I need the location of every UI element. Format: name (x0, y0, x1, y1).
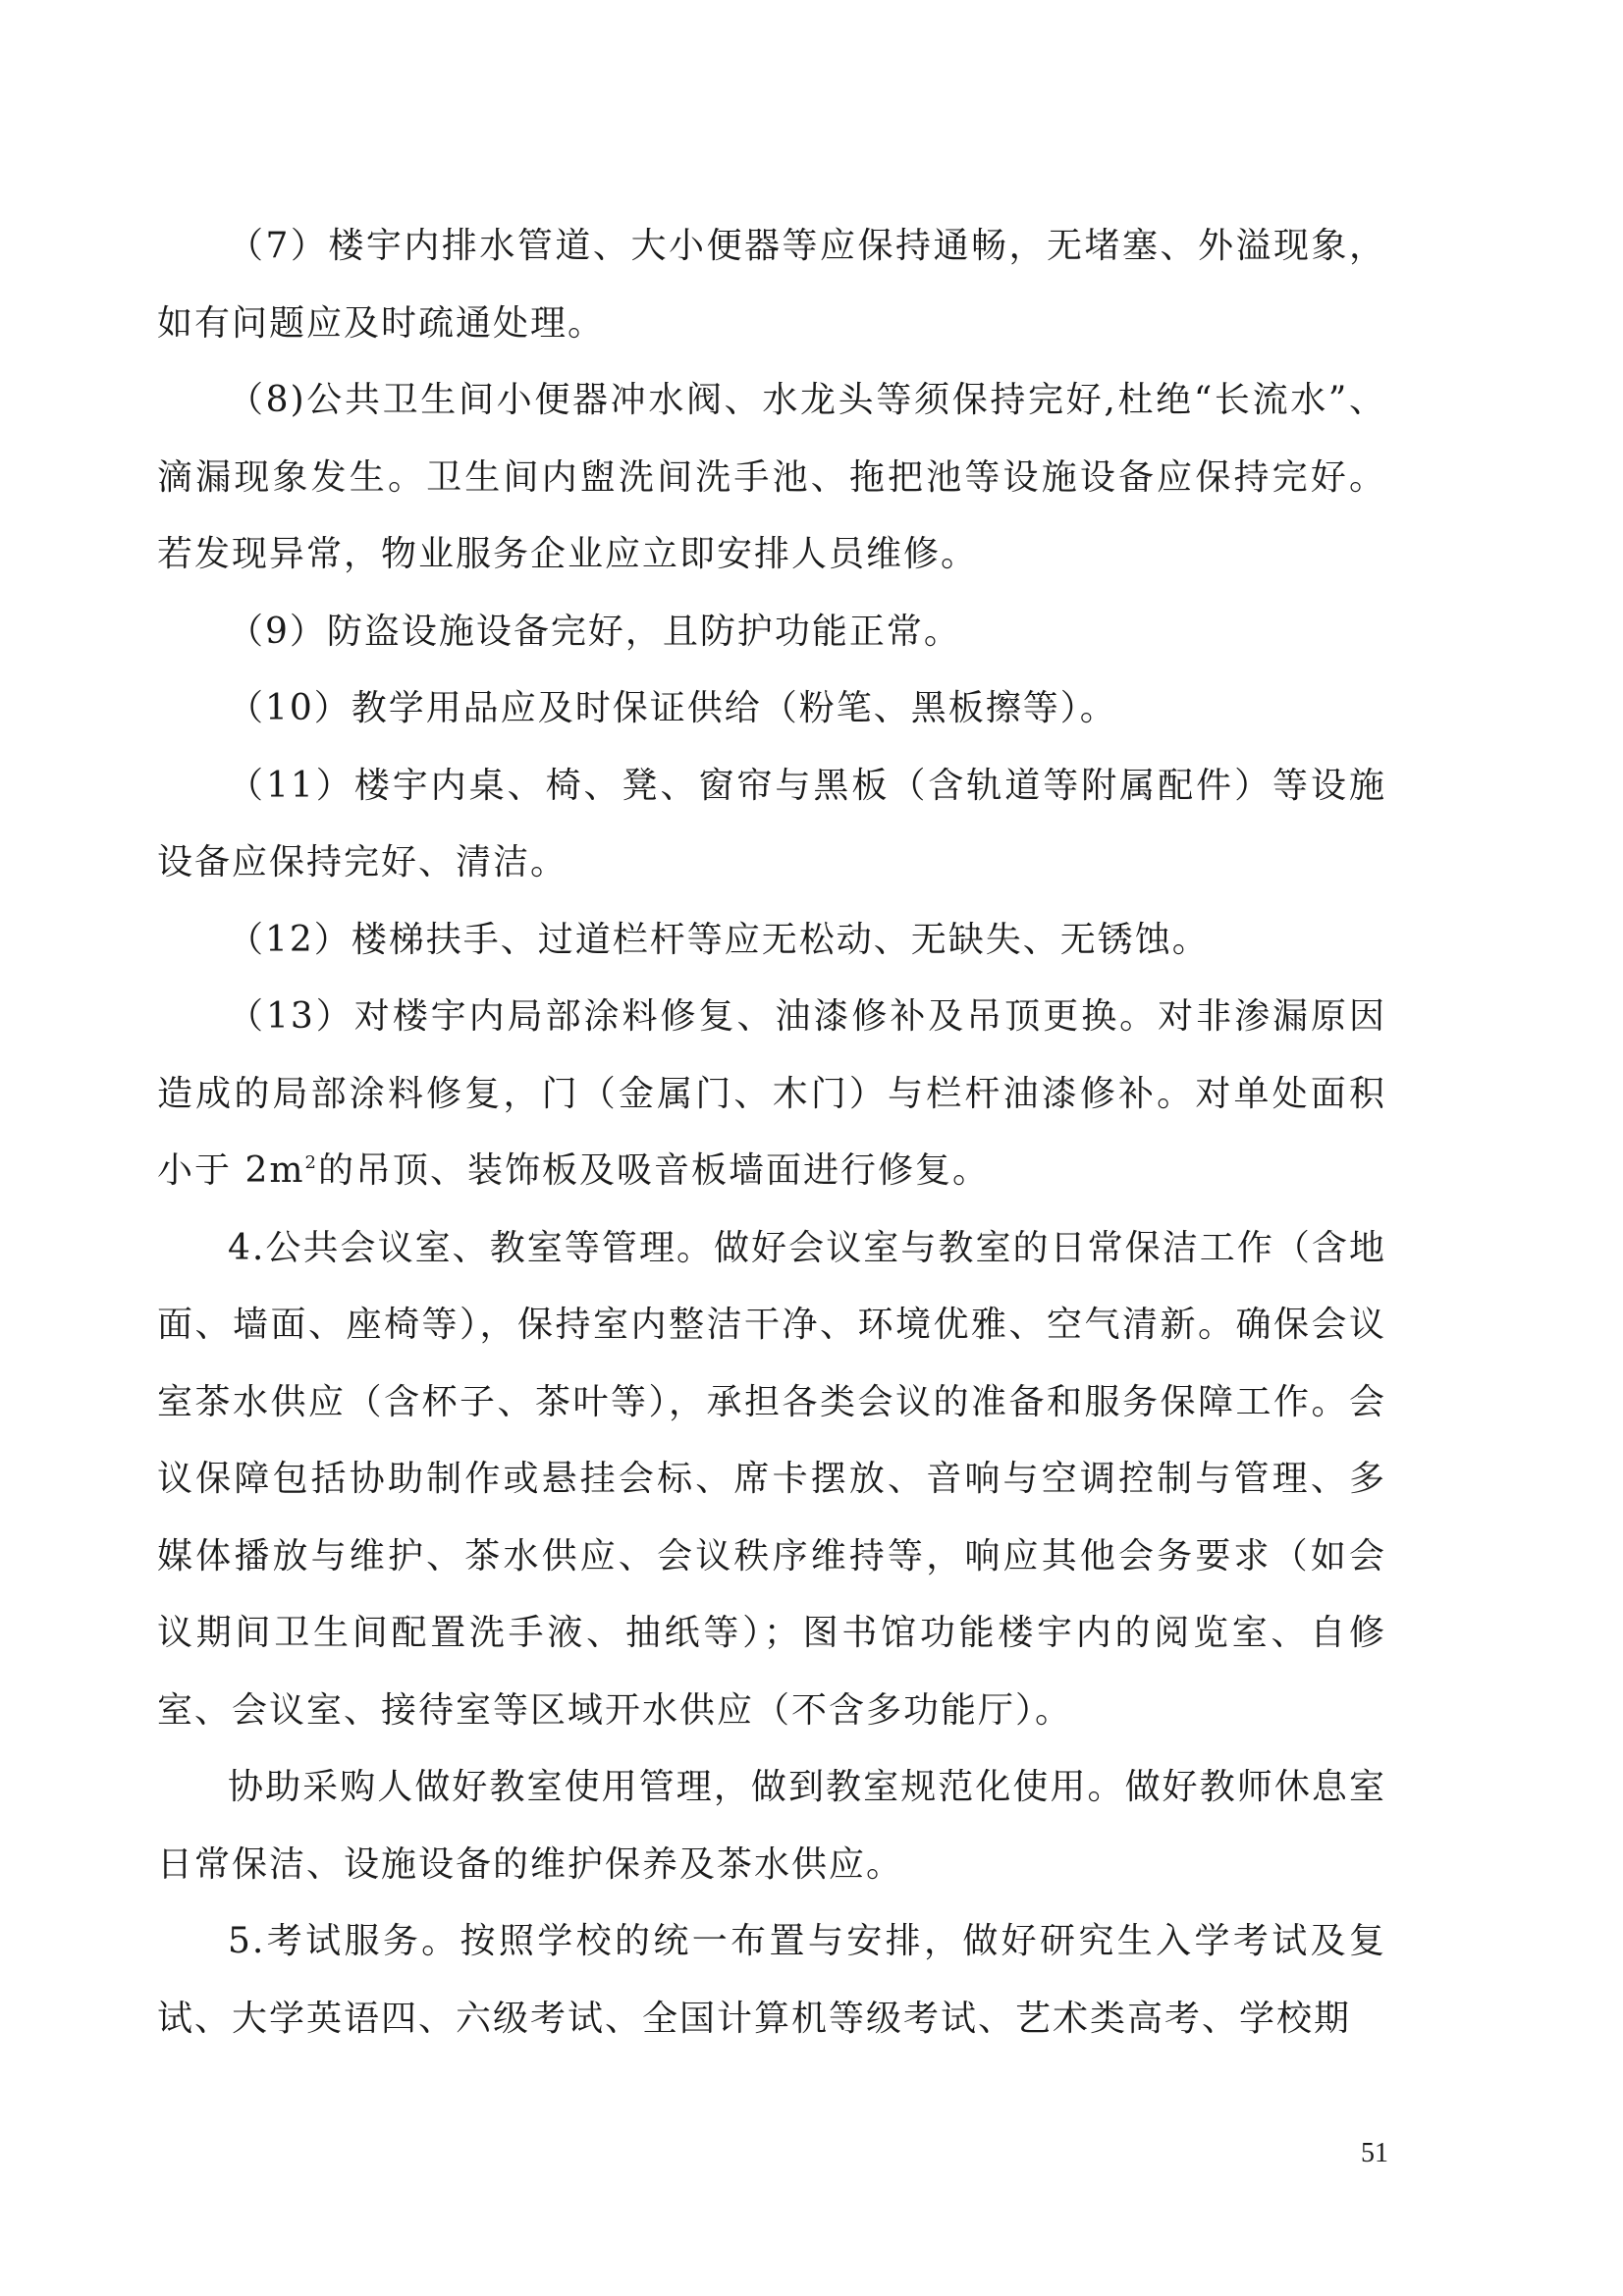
paragraph-13-text: （13）对楼宇内局部涂料修复、油漆修补及吊顶更换。对非渗漏原因造成的局部涂料修复，门（金属门、木门）与栏杆油漆修补。对单处面积小于 2m (157, 996, 1386, 1191)
body-text (157, 208, 1386, 2057)
paragraph-exam-service: 5.考试服务。按照学校的统一布置与安排，做好研究生入学考试及复试、大学英语四、六级考试、全国计算机等级考试、艺术类高考、学校期 (157, 1921, 1386, 2039)
paragraph-item-9: （9）防盗设施设备完好，且防护功能正常。 (228, 611, 961, 652)
paragraph-item-13 (157, 979, 1386, 1210)
paragraph-item-11: （11）楼宇内桌、椅、凳、窗帘与黑板（含轨道等附属配件）等设施设备应保持完好、清洁。 (157, 765, 1386, 882)
paragraph-item-8: （8)公共卫生间小便器冲水阀、水龙头等须保持完好,杜绝“长流水”、滴漏现象发生。卫生间内盥洗间洗手池、拖把池等设施设备应保持完好。若发现异常，物业服务企业应立即安排人员维修。 (157, 380, 1386, 574)
paragraph-item-12: （12）楼梯扶手、过道栏杆等应无松动、无缺失、无锈蚀。 (228, 919, 1210, 960)
square-metre-superscript: 2 (304, 1152, 318, 1173)
paragraph-classroom-management: 协助采购人做好教室使用管理，做到教室规范化使用。做好教师休息室日常保洁、设施设备的维护保养及茶水供应。 (157, 1767, 1386, 1885)
paragraph-item-7: （7）楼宇内排水管道、大小便器等应保持通畅，无堵塞、外溢现象，如有问题应及时疏通处理。 (157, 226, 1386, 344)
page-number: 51 (1361, 2138, 1388, 2168)
paragraph-meeting-rooms: 4.公共会议室、教室等管理。做好会议室与教室的日常保洁工作（含地面、墙面、座椅等），保持室内整洁干净、环境优雅、空气清新。确保会议室茶水供应（含杯子、茶叶等），承担各类会议的准备和服务保障工作。会议保障包括协助制作或悬挂会标、席卡摆放、音响与空调控制与管理、多媒体播放与维护、茶水供应、会议秩序维持等，响应其他会务要求（如会议期间卫生间配置洗手液、抽纸等）；图书馆功能楼宇内的阅览室、自修室、会议室、接待室等区域开水供应（不含多功能厅）。 (157, 1227, 1386, 1731)
paragraph-item-10: （10）教学用品应及时保证供给（粉笔、黑板擦等）。 (228, 688, 1117, 728)
paragraph-13-text-end: 的吊顶、装饰板及吸音板墙面进行修复。 (317, 1150, 990, 1191)
